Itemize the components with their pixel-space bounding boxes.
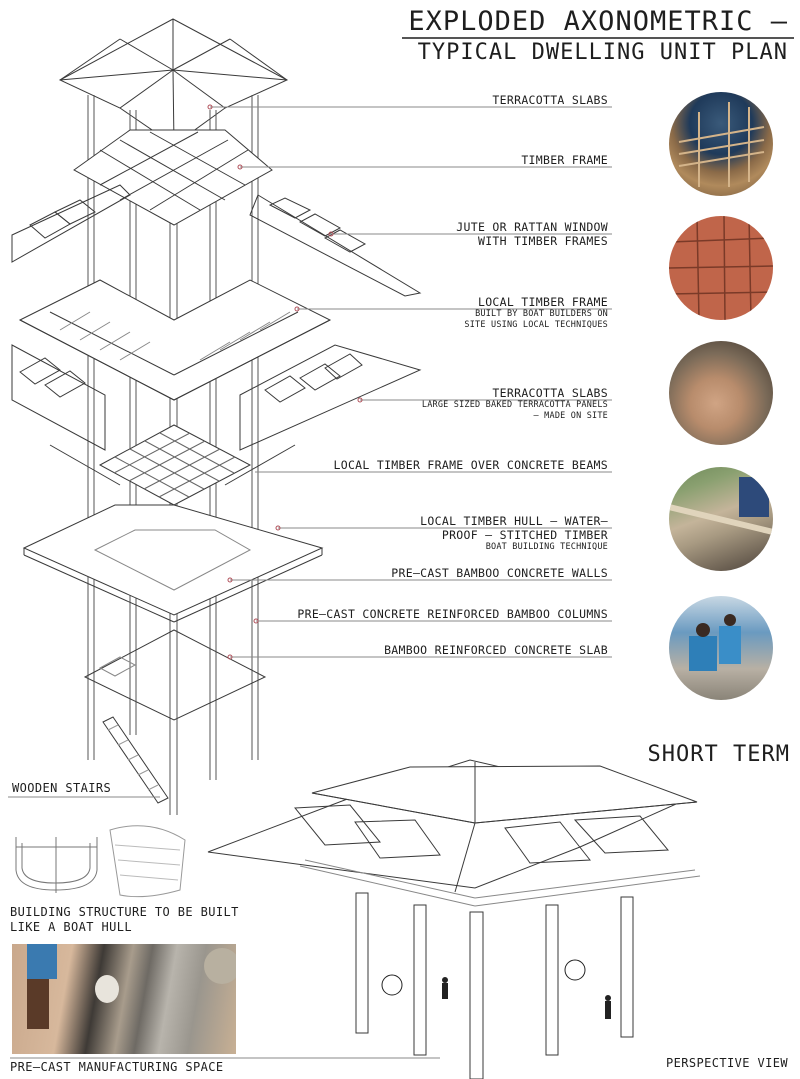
photo-boat-builder xyxy=(669,341,773,445)
perspective-pavilion xyxy=(208,760,700,1079)
label-precast-space: PRE–CAST MANUFACTURING SPACE xyxy=(10,1060,224,1074)
callout-precast-columns: PRE–CAST CONCRETE REINFORCED BAMBOO COLUMNS xyxy=(297,607,608,621)
photo-timber-hull-work xyxy=(669,467,773,571)
timber-hull-floor xyxy=(24,505,322,622)
photo-boat-frame xyxy=(669,92,773,196)
callout-local-timber-frame: LOCAL TIMBER FRAME BUILT BY BOAT BUILDERS ON SITE USING LOCAL TECHNIQUES xyxy=(464,295,608,330)
callout-terracotta-panels: TERRACOTTA SLABS LARGE SIZED BAKED TERRACOTTA PANELS – MADE ON SITE xyxy=(421,386,608,421)
callout-jute-window: JUTE OR RATTAN WINDOW WITH TIMBER FRAMES xyxy=(456,220,608,248)
local-timber-frame xyxy=(20,280,330,400)
page-title: EXPLODED AXONOMETRIC – xyxy=(408,6,788,37)
callout-terracotta-slabs-roof: TERRACOTTA SLABS xyxy=(492,93,608,107)
label-boat-hull-2: LIKE A BOAT HULL xyxy=(10,920,132,934)
photo-boatyard-workers xyxy=(669,596,773,700)
bamboo-concrete-slab xyxy=(85,630,265,720)
title-divider xyxy=(402,37,794,39)
boat-hull-sketch xyxy=(16,826,185,897)
label-boat-hull-1: BUILDING STRUCTURE TO BE BUILT xyxy=(10,905,239,919)
caption-perspective-view: PERSPECTIVE VIEW xyxy=(666,1056,788,1070)
page-subtitle: TYPICAL DWELLING UNIT PLAN xyxy=(417,40,788,65)
photo-terracotta-tiles xyxy=(669,216,773,320)
callout-timber-hull: LOCAL TIMBER HULL – WATER– PROOF – STITCHED TIMBER BOAT BUILDING TECHNIQUE xyxy=(420,514,608,552)
timber-frame-grid xyxy=(74,130,272,225)
photo-precast-manufacturing xyxy=(12,944,236,1054)
heading-short-term: SHORT TERM xyxy=(647,742,790,767)
callout-timber-frame: TIMBER FRAME xyxy=(521,153,608,167)
callout-bamboo-slab: BAMBOO REINFORCED CONCRETE SLAB xyxy=(384,643,608,657)
callout-timber-over-beams: LOCAL TIMBER FRAME OVER CONCRETE BEAMS xyxy=(333,458,608,472)
people-silhouettes xyxy=(442,977,611,1019)
callout-precast-walls: PRE–CAST BAMBOO CONCRETE WALLS xyxy=(391,566,608,580)
label-wooden-stairs: WOODEN STAIRS xyxy=(12,781,112,795)
